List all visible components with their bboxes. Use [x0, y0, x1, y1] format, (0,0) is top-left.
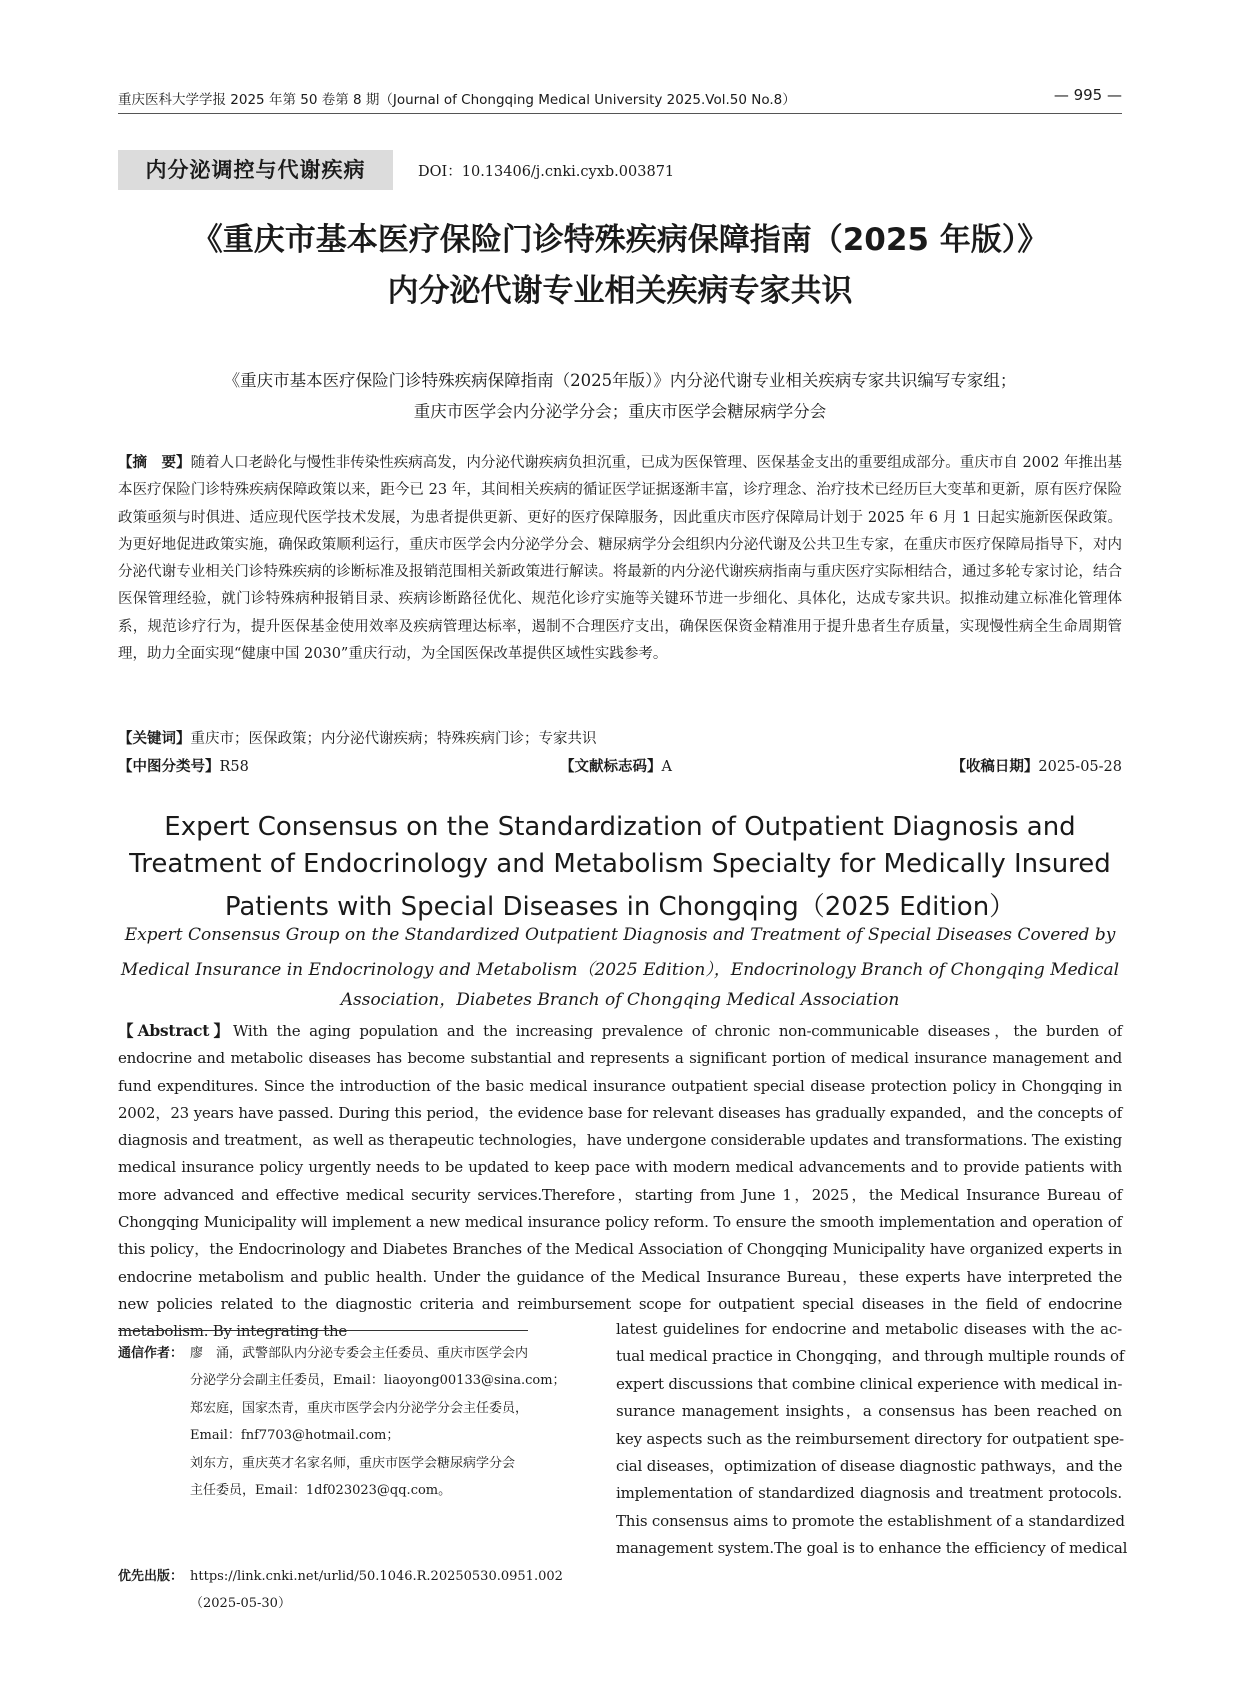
online-first-label: 优先出版： [118, 1569, 184, 1584]
english-title-line-1: Expert Consensus on the Standardization of Outpatient Diagnosis and [164, 812, 1076, 842]
received-date [951, 755, 1122, 776]
abstract-line: cial diseases，optimization of disease diagnostic pathways，and the [616, 1456, 1123, 1475]
abstract-line: key aspects such as the reimbursement directory for outpatient spe- [616, 1429, 1124, 1448]
english-abstract [118, 1017, 1122, 1346]
online-first-date: （2025-05-30） [190, 1596, 291, 1612]
document-code [560, 755, 672, 776]
english-abstract-label: 【Abstract】 [118, 1021, 234, 1040]
chinese-keywords [118, 727, 1122, 748]
footnote-line: 郑宏庭，国家杰青，重庆市医学会内分泌学分会主任委员， [190, 1400, 529, 1416]
english-title-line-3: Patients with Special Diseases in Chongqing（2025 Edition） [224, 892, 1016, 922]
corresponding-author-label: 通信作者： [118, 1346, 184, 1361]
abstract-line: implementation of standardized diagnosis and treatment protocols. [616, 1484, 1122, 1503]
footnote-line: 刘东方，重庆英才名家名师，重庆市医学会糖尿病学分会 [190, 1455, 516, 1471]
chinese-authors-line-2: 重庆市医学会内分泌学分会；重庆市医学会糖尿病学分会 [413, 402, 827, 421]
page-number: — 995 — [1053, 86, 1122, 104]
english-authors-line-1: Expert Consensus Group on the Standardized Outpatient Diagnosis and Treatment of Special Diseases Covered by [124, 925, 1116, 945]
abstract-line: This consensus aims to promote the establishment of a standardized [616, 1511, 1125, 1530]
online-first-footnote [118, 1563, 608, 1623]
english-abstract-text: With the aging population and the increasing prevalence of chronic non-communicable diseases，the burden of endocrine and metabolic diseases has become substantial and represents a significant portion of medical insurance management and fund expenditures. Since the introduction of the basic medical insurance outpatient special disease protection policy in Chongqing in 2002，23 years have passed. During this period，the evidence base for relevant diseases has gradually expanded，and the concepts of diagnosis and treatment，as well as therapeutic technologies，have undergone considerable updates and transformations. The existing medical insurance policy urgently needs to be updated to keep pace with modern medical advancements and to provide patients with more advanced and effective medical security services.Therefore，starting from June 1，2025，the Medical Insurance Bureau of Chongqing Municipality will implement a new medical insurance policy reform. To ensure the smooth implementation and operation of this policy，the Endocrinology and Diabetes Branches of the Medical Association of Chongqing Municipality have organized experts in endocrine metabolism and public health. Under the guidance of the Medical Insurance Bureau，these experts have interpreted the new policies related to the diagnostic criteria and reimbursement scope for outpatient special diseases in the field of endocrine metabolism. By integrating the [118, 1022, 1122, 1341]
abstract-line: surance management insights，a consensus has been reached on [616, 1402, 1122, 1421]
english-authors-line-2: Medical Insurance in Endocrinology and Metabolism（2025 Edition），Endocrinology Branch of Chongqing Medical [120, 960, 1120, 980]
english-abstract-continuation [616, 1316, 1128, 1563]
footnote-line: 分泌学分会副主任委员，Email：liaoyong00133@sina.com； [190, 1373, 566, 1389]
clc-number [118, 755, 249, 776]
clc-label: 【中图分类号】 [118, 759, 220, 775]
received-date-value: 2025-05-28 [1038, 759, 1122, 775]
running-header [118, 86, 1122, 110]
footnote-rule [118, 1330, 528, 1331]
abstract-line: latest guidelines for endocrine and metabolic diseases with the ac- [616, 1320, 1122, 1338]
section-tag: 内分泌调控与代谢疾病 [118, 150, 393, 190]
english-title-line-2: Treatment of Endocrinology and Metabolism Specialty for Medically Insured [129, 849, 1111, 879]
online-first-url[interactable]: https://link.cnki.net/urlid/50.1046.R.20250530.0951.002 [190, 1569, 563, 1584]
corresponding-author-footnote [118, 1340, 608, 1560]
english-authors-line-3: Association，Diabetes Branch of Chongqing Medical Association [340, 990, 900, 1010]
keywords-label: 【关键词】 [118, 731, 191, 747]
chinese-authors-line-1: 《重庆市基本医疗保险门诊特殊疾病保障指南（2025年版）》内分泌代谢专业相关疾病专家共识编写专家组； [223, 371, 1017, 390]
footnote-line: 主任委员，Email：1df023023@qq.com。 [190, 1483, 452, 1498]
document-code-value: A [661, 759, 672, 775]
keywords-text: 重庆市；医保政策；内分泌代谢疾病；特殊疾病门诊；专家共识 [190, 731, 597, 747]
abstract-line: tual medical practice in Chongqing，and through multiple rounds of [616, 1347, 1125, 1366]
chinese-abstract [118, 450, 1122, 668]
doi[interactable]: DOI：10.13406/j.cnki.cyxb.003871 [418, 164, 675, 180]
chinese-title-line-1: 《重庆市基本医疗保险门诊特殊疾病保障指南（2025 年版）》 [191, 222, 1049, 258]
classification-row [118, 755, 1122, 781]
journal-citation: 重庆医科大学学报 2025 年第 50 卷第 8 期（Journal of Chongqing Medical University 2025.Vol.50 No.8） [118, 92, 796, 108]
abstract-line: expert discussions that combine clinical experience with medical in- [616, 1374, 1123, 1393]
document-code-label: 【文献标志码】 [560, 759, 662, 775]
clc-value: R58 [219, 759, 249, 775]
abstract-line: management system.The goal is to enhance the efficiency of medical [616, 1539, 1128, 1558]
chinese-title-line-2: 内分泌代谢专业相关疾病专家共识 [387, 273, 853, 309]
chinese-abstract-text: 随着人口老龄化与慢性非传染性疾病高发，内分泌代谢疾病负担沉重，已成为医保管理、医保基金支出的重要组成部分。重庆市自 2002 年推出基本医疗保险门诊特殊疾病保障政策以来，距今已 23 年，其间相关疾病的循证医学证据逐渐丰富，诊疗理念、治疗技术已经历巨大变革和更新，原有医疗保险政策亟须与时俱进、适应现代医学技术发展，为患者提供更新、更好的医疗保障服务，因此重庆市医疗保障局计划于 2025 年 6 月 1 日起实施新医保政策。为更好地促进政策实施，确保政策顺利运行，重庆市医学会内分泌学分会、糖尿病学分会组织内分泌代谢及公共卫生专家，在重庆市医疗保障局指导下，对内分泌代谢专业相关门诊特殊疾病的诊断标准及报销范围相关新政策进行解读。将最新的内分泌代谢疾病指南与重庆医疗实际相结合，通过多轮专家讨论，结合医保管理经验，就门诊特殊病种报销目录、疾病诊断路径优化、规范化诊疗实施等关键环节进一步细化、具体化，达成专家共识。拟推动建立标准化管理体系，规范诊疗行为，提升医保基金使用效率及疾病管理达标率，遏制不合理医疗支出，确保医保资金精准用于提升患者生存质量，实现慢性病全生命周期管理，助力全面实现“健康中国 2030”重庆行动，为全国医保改革提供区域性实践参考。 [118, 455, 1123, 663]
header-rule [118, 113, 1122, 114]
footnote-line: 廖 涌，武警部队内分泌专委会主任委员、重庆市医学会内 [190, 1346, 529, 1361]
chinese-abstract-label: 【摘 要】 [118, 455, 191, 471]
footnote-line: Email：fnf7703@hotmail.com； [190, 1428, 400, 1444]
received-date-label: 【收稿日期】 [951, 759, 1039, 775]
